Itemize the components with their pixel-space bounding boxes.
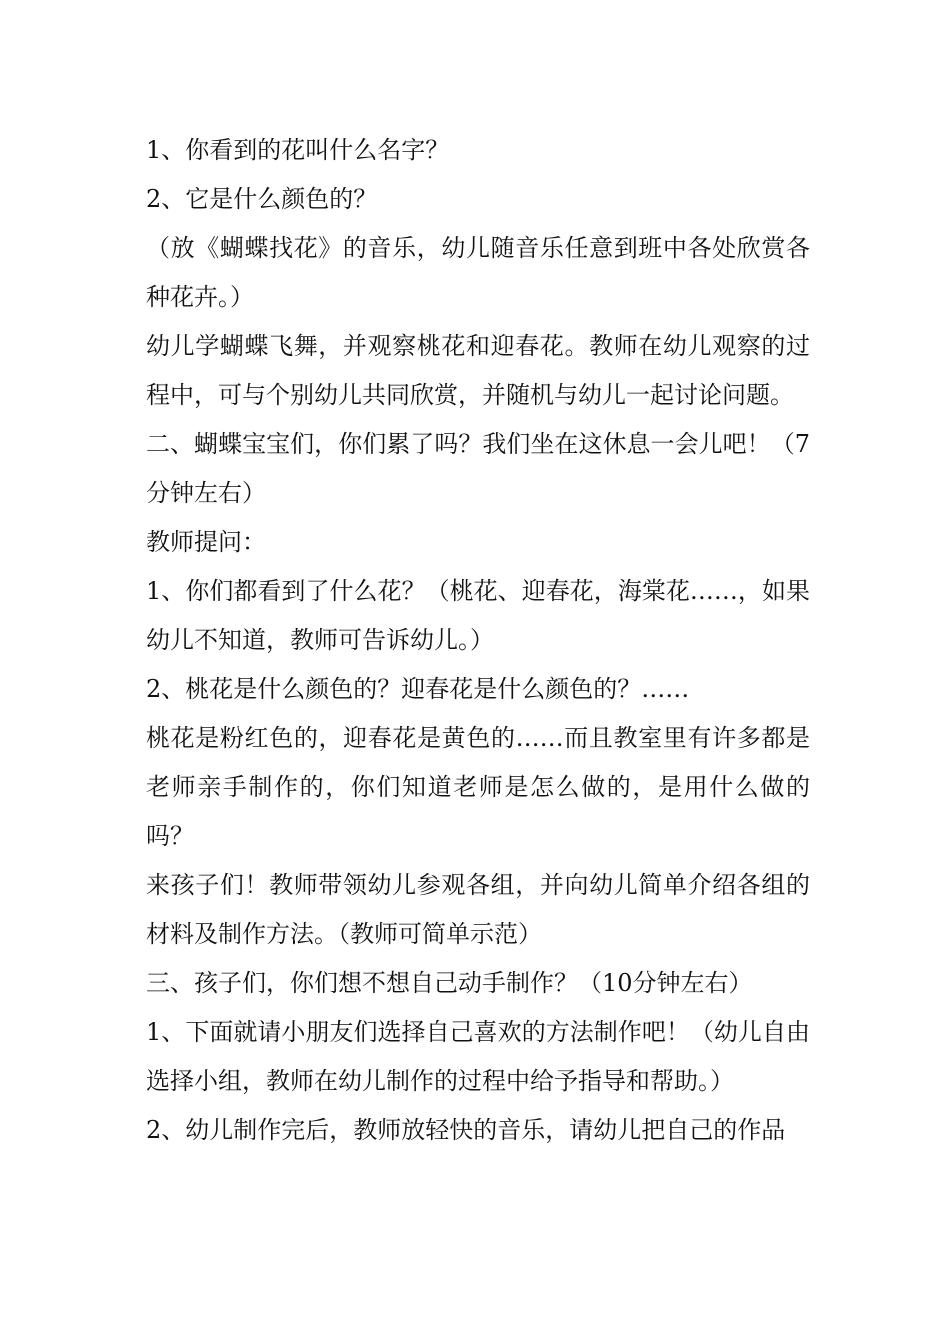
paragraph-after-making: 2、幼儿制作完后，教师放轻快的音乐，请幼儿把自己的作品 xyxy=(146,1116,786,1144)
paragraph-visit-groups: 来孩子们！教师带领幼儿参观各组，并向幼儿简单介绍各组的材料及制作方法。（教师可简单示范） xyxy=(146,871,810,948)
paragraph-flowers-seen: 1、你们都看到了什么花？（桃花、迎春花，海棠花……，如果幼儿不知道，教师可告诉幼儿。） xyxy=(146,577,810,654)
section-heading-rest: 二、蝴蝶宝宝们，你们累了吗？我们坐在这休息一会儿吧！（7分钟左右） xyxy=(146,430,810,507)
section-heading-make: 三、孩子们，你们想不想自己动手制作？（10分钟左右） xyxy=(146,969,753,997)
paragraph-observation: 幼儿学蝴蝶飞舞，并观察桃花和迎春花。教师在幼儿观察的过程中，可与个别幼儿共同欣赏，并随机与幼儿一起讨论问题。 xyxy=(146,332,810,409)
paragraph-color-answer: 桃花是粉红色的，迎春花是黄色的……而且教室里有许多都是老师亲手制作的，你们知道老师是怎么做的，是用什么做的吗？ xyxy=(146,724,810,850)
paragraph-teacher-asks: 教师提问： xyxy=(146,528,266,556)
paragraph-choose-method: 1、下面就请小朋友们选择自己喜欢的方法制作吧！（幼儿自由选择小组，教师在幼儿制作的过程中给予指导和帮助。） xyxy=(146,1018,810,1095)
paragraph-music-note: （放《蝴蝶找花》的音乐，幼儿随音乐任意到班中各处欣赏各种花卉。） xyxy=(146,234,810,311)
paragraph-question-1: 1、你看到的花叫什么名字？ xyxy=(146,136,450,164)
paragraph-question-2: 2、它是什么颜色的？ xyxy=(146,185,378,213)
document-body xyxy=(146,126,810,1155)
paragraph-flower-colors: 2、桃花是什么颜色的？迎春花是什么颜色的？…… xyxy=(146,675,690,703)
